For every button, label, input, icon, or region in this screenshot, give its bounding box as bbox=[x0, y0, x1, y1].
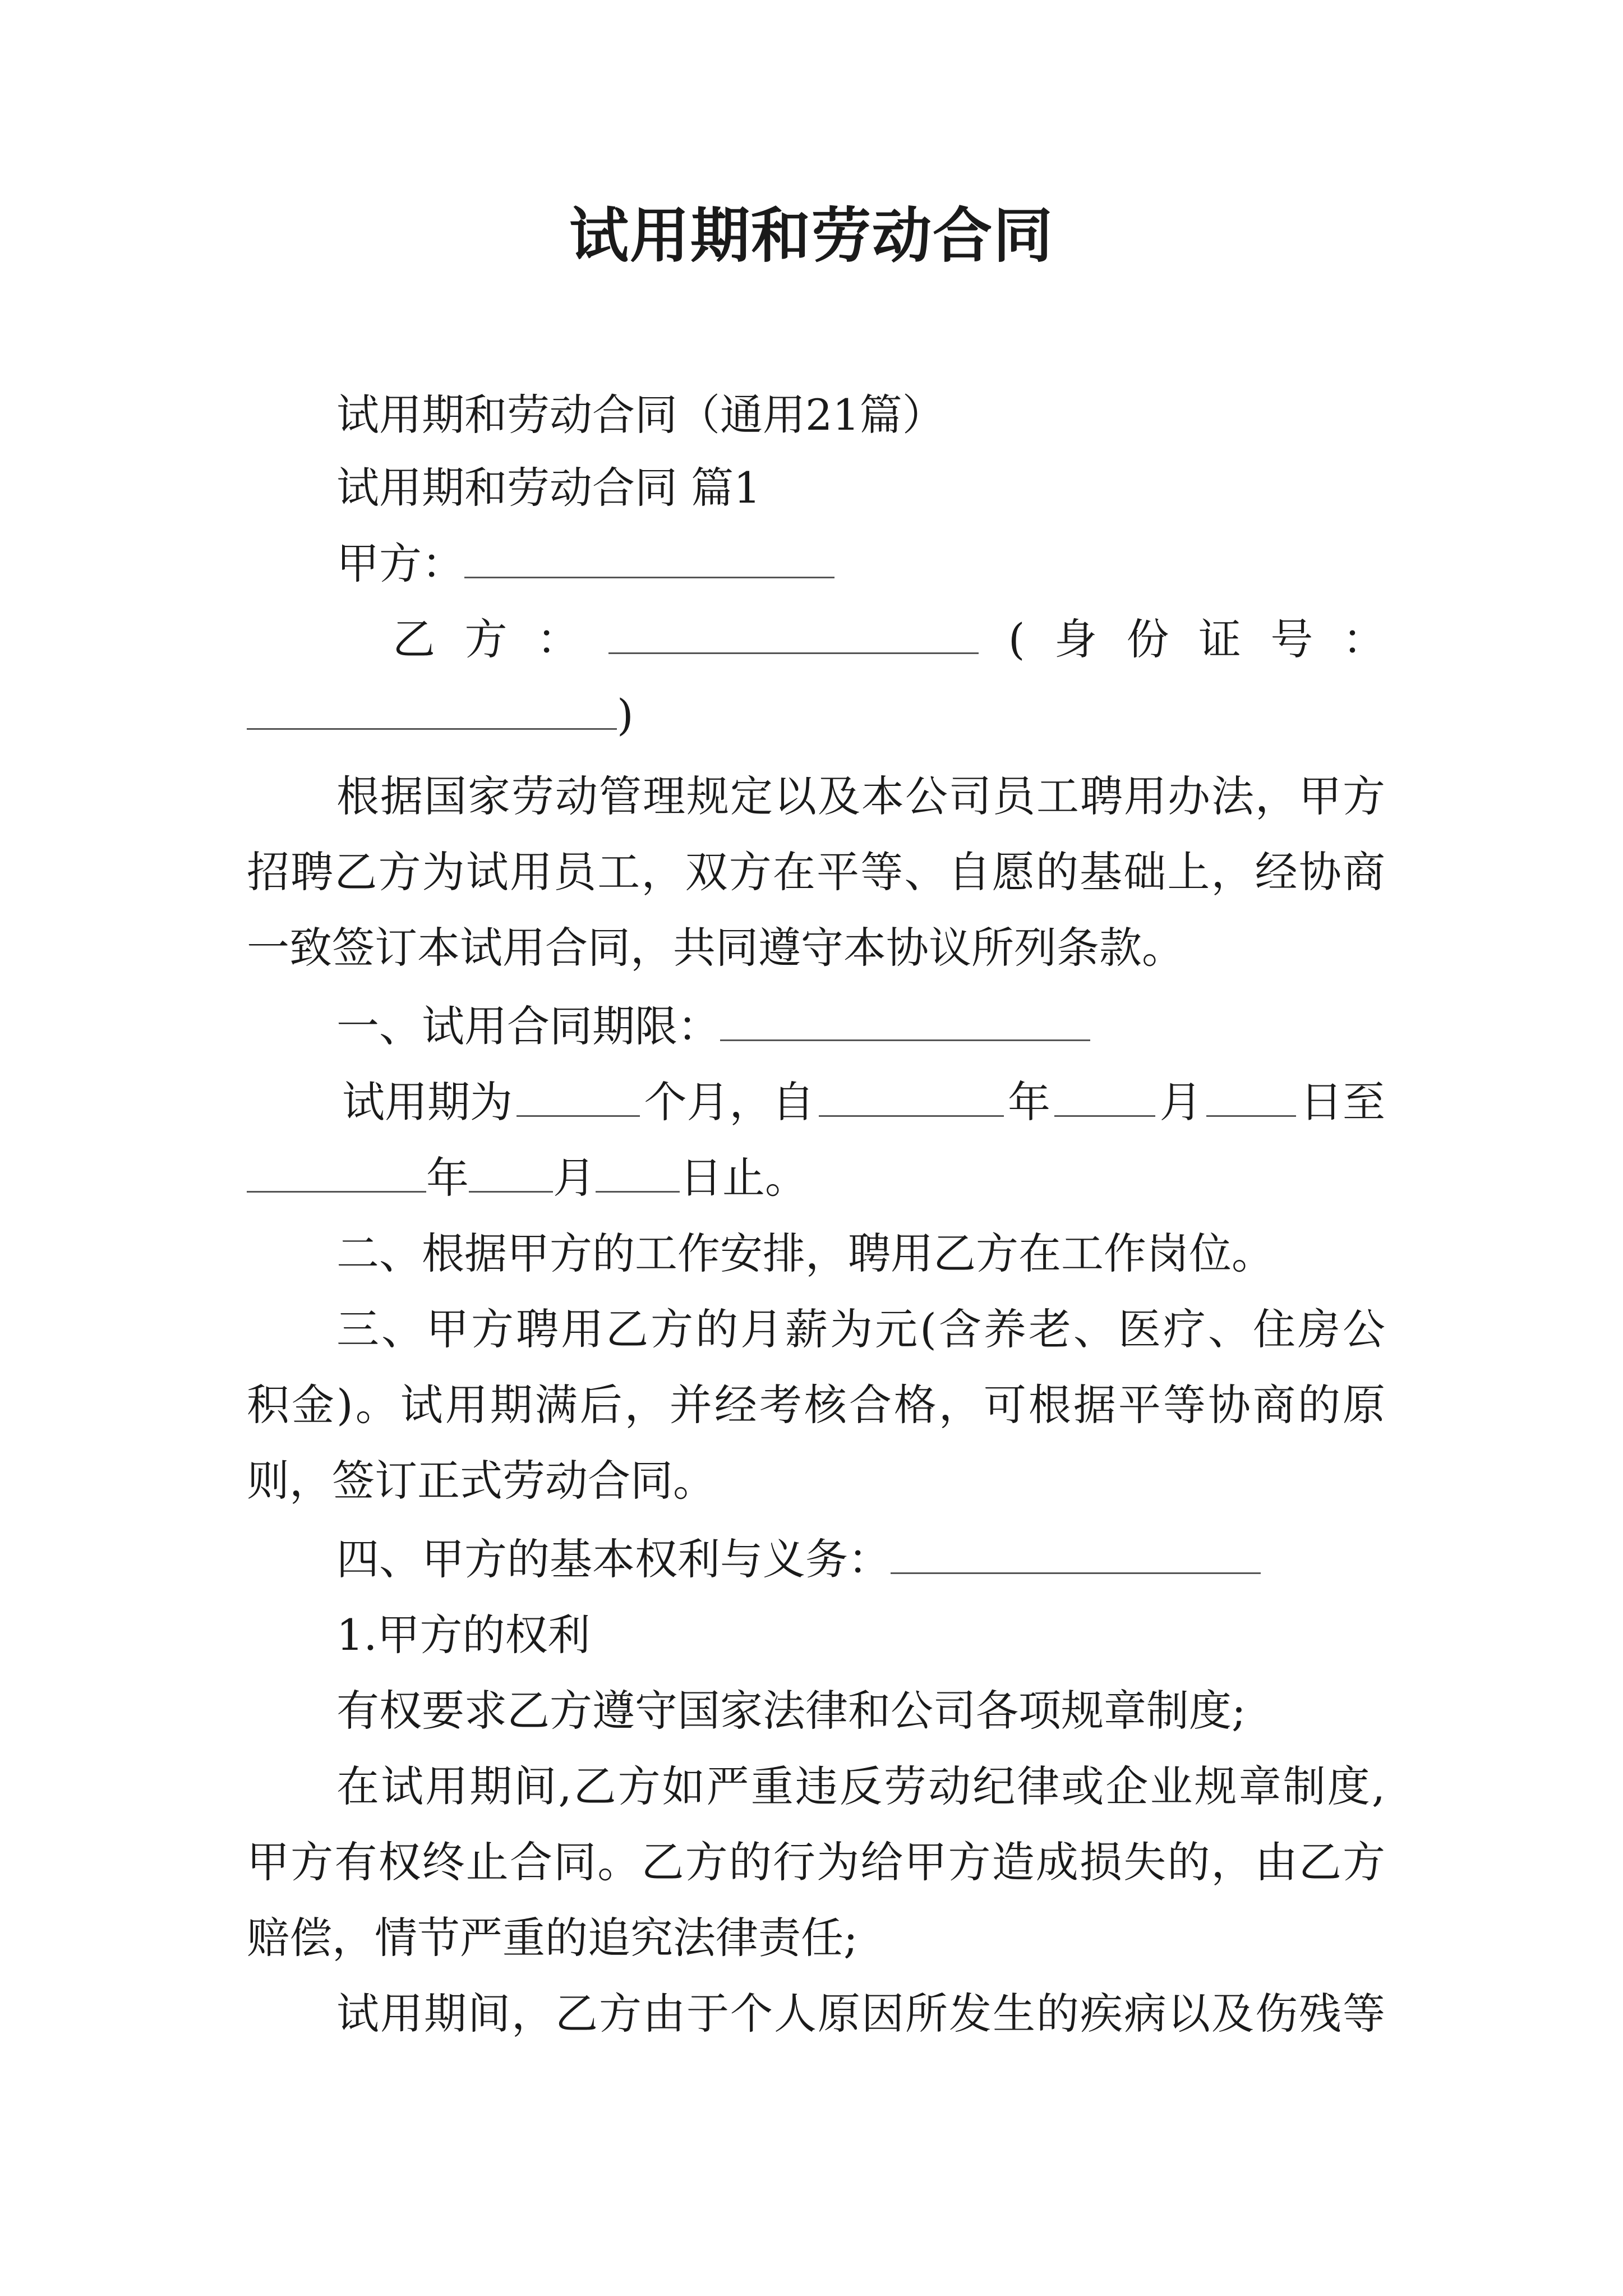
right-2-line-2: 甲方有权终止合同。乙方的行为给甲方造成损失的，由乙方 bbox=[247, 1837, 1385, 1887]
party-b-char: 证 bbox=[1198, 614, 1241, 664]
clause-3-line-2: 积金)。试用期满后，并经考核合格，可根据平等协商的原 bbox=[247, 1380, 1385, 1430]
right-2-line-1: 在试用期间,乙方如严重违反劳动纪律或企业规章制度, bbox=[336, 1761, 1385, 1811]
end-year-blank bbox=[247, 1156, 426, 1193]
period-line-1 bbox=[342, 1074, 1385, 1130]
period-text: 试用期为 bbox=[342, 1077, 513, 1127]
intro-line-2: 招聘乙方为试用员工，双方在平等、自愿的基础上，经协商 bbox=[247, 847, 1385, 897]
clause-4-line bbox=[336, 1531, 1261, 1588]
clause-1-blank bbox=[720, 1005, 1090, 1041]
period-text: 个月，自 bbox=[644, 1077, 815, 1127]
period-text: 年 bbox=[1008, 1077, 1050, 1127]
section-heading: 试用期和劳动合同 篇1 bbox=[336, 463, 761, 513]
end-month-blank bbox=[469, 1156, 553, 1193]
period-text: 日止。 bbox=[680, 1153, 808, 1203]
clause-3-line-1: 三、甲方聘用乙方的月薪为元(含养老、医疗、住房公 bbox=[336, 1304, 1385, 1354]
subtitle: 试用期和劳动合同（通用21篇） bbox=[336, 390, 945, 440]
period-text: 日至 bbox=[1300, 1077, 1385, 1127]
clause-1-label: 一、试用合同期限： bbox=[336, 1001, 720, 1051]
months-blank bbox=[517, 1080, 640, 1117]
right-3: 试用期间，乙方由于个人原因所发生的疾病以及伤残等 bbox=[336, 1989, 1385, 2039]
period-text: 年 bbox=[426, 1153, 469, 1203]
party-b-char: 方 bbox=[464, 614, 508, 664]
party-b-char: 身 bbox=[1054, 614, 1097, 664]
clause-2: 二、根据甲方的工作安排，聘用乙方在工作岗位。 bbox=[336, 1228, 1274, 1278]
period-line-2 bbox=[247, 1150, 808, 1206]
party-a-blank bbox=[464, 542, 834, 578]
party-b-char: ： bbox=[1342, 614, 1385, 664]
clause-4-label: 四、甲方的基本权利与义务： bbox=[336, 1534, 891, 1584]
id-number-blank bbox=[247, 693, 617, 730]
start-month-blank bbox=[1054, 1080, 1155, 1117]
start-day-blank bbox=[1206, 1080, 1296, 1117]
clause-4-blank bbox=[891, 1538, 1261, 1574]
clause-1-line bbox=[336, 999, 1090, 1055]
period-text: 月 bbox=[553, 1153, 596, 1203]
id-close-paren: ) bbox=[617, 690, 634, 740]
right-1: 有权要求乙方遵守国家法律和公司各项规章制度; bbox=[336, 1686, 1246, 1736]
party-b-line bbox=[393, 611, 1385, 668]
party-a-label: 甲方： bbox=[336, 539, 464, 588]
id-number-line bbox=[247, 687, 634, 743]
period-text: 月 bbox=[1159, 1077, 1202, 1127]
party-b-char: ( bbox=[1008, 614, 1025, 664]
party-a-line bbox=[336, 536, 834, 592]
clause-3-line-3: 则，签订正式劳动合同。 bbox=[247, 1456, 716, 1506]
party-b-char: ： bbox=[536, 614, 579, 664]
intro-line-3: 一致签订本试用合同，共同遵守本协议所列条款。 bbox=[247, 923, 1184, 973]
intro-line-1: 根据国家劳动管理规定以及本公司员工聘用办法，甲方 bbox=[336, 771, 1385, 821]
party-b-char: 份 bbox=[1126, 614, 1169, 664]
end-day-blank bbox=[596, 1156, 680, 1193]
party-b-char: 乙 bbox=[393, 614, 435, 664]
right-2-line-3: 赔偿，情节严重的追究法律责任; bbox=[247, 1913, 858, 1963]
party-b-char: 号 bbox=[1270, 614, 1313, 664]
document-title: 试用期和劳动合同 bbox=[569, 200, 1054, 270]
party-b-blank bbox=[608, 618, 979, 654]
item-1-heading: 1.甲方的权利 bbox=[336, 1610, 591, 1660]
start-year-blank bbox=[819, 1080, 1004, 1117]
